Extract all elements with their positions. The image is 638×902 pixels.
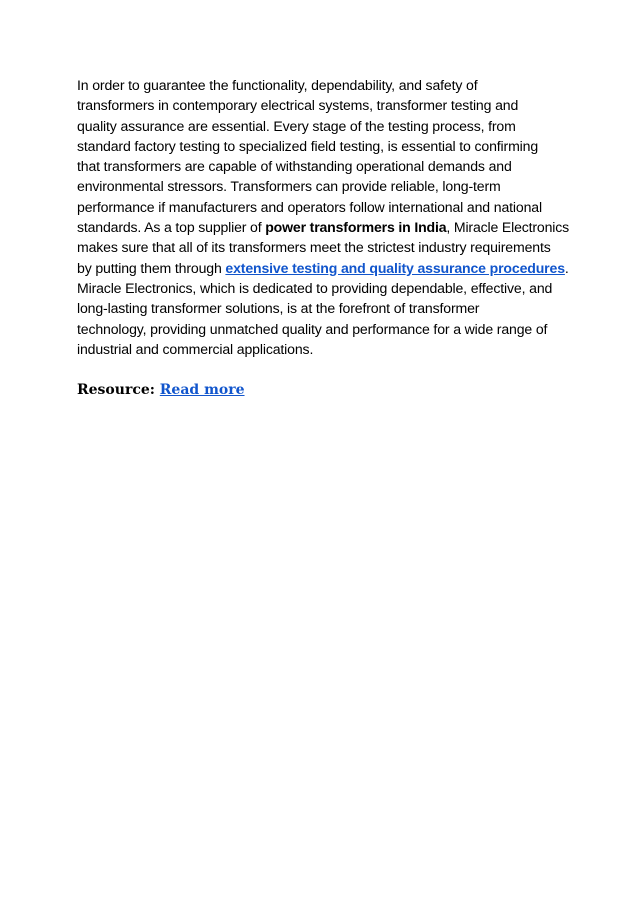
paragraph-line: makes sure that all of its transformers meet the strictest industry requirements — [77, 239, 551, 256]
read-more-link[interactable]: Read more — [159, 382, 245, 399]
paragraph-line: In order to guarantee the functionality, dependability, and safety of — [77, 77, 478, 93]
paragraph-line — [77, 217, 567, 237]
paragraph-text: . — [564, 259, 569, 276]
paragraph-line: Miracle Electronics, which is dedicated to providing dependable, effective, and — [77, 279, 553, 296]
paragraph-line: long-lasting transformer solutions, is at the forefront of transformer — [77, 300, 480, 317]
paragraph-line: quality assurance are essential. Every stage of the testing process, from — [77, 117, 516, 134]
paragraph-line: standard factory testing to specialized field testing, is essential to confirming — [77, 137, 539, 154]
resource-label: Resource: — [77, 382, 160, 399]
paragraph-line: performance if manufacturers and operators follow international and national — [77, 198, 542, 215]
paragraph-text: standards. As a top supplier of — [77, 219, 266, 236]
resource-line — [77, 380, 567, 400]
paragraph-text: , Miracle Electronics — [446, 219, 569, 236]
paragraph-line — [77, 258, 567, 278]
paragraph-line: transformers in contemporary electrical systems, transformer testing and — [77, 97, 519, 114]
paragraph-line: that transformers are capable of withstanding operational demands and — [77, 158, 512, 175]
paragraph-line: environmental stressors. Transformers can provide reliable, long-term — [77, 178, 501, 195]
body-paragraph — [77, 75, 567, 359]
paragraph-line: industrial and commercial applications. — [77, 340, 314, 357]
paragraph-line: technology, providing unmatched quality and performance for a wide range of — [77, 320, 548, 337]
testing-procedures-link[interactable]: extensive testing and quality assurance procedures — [225, 259, 565, 276]
document-page — [77, 75, 567, 400]
bold-keyword: power transformers in India — [265, 219, 447, 236]
paragraph-text: by putting them through — [77, 259, 226, 276]
